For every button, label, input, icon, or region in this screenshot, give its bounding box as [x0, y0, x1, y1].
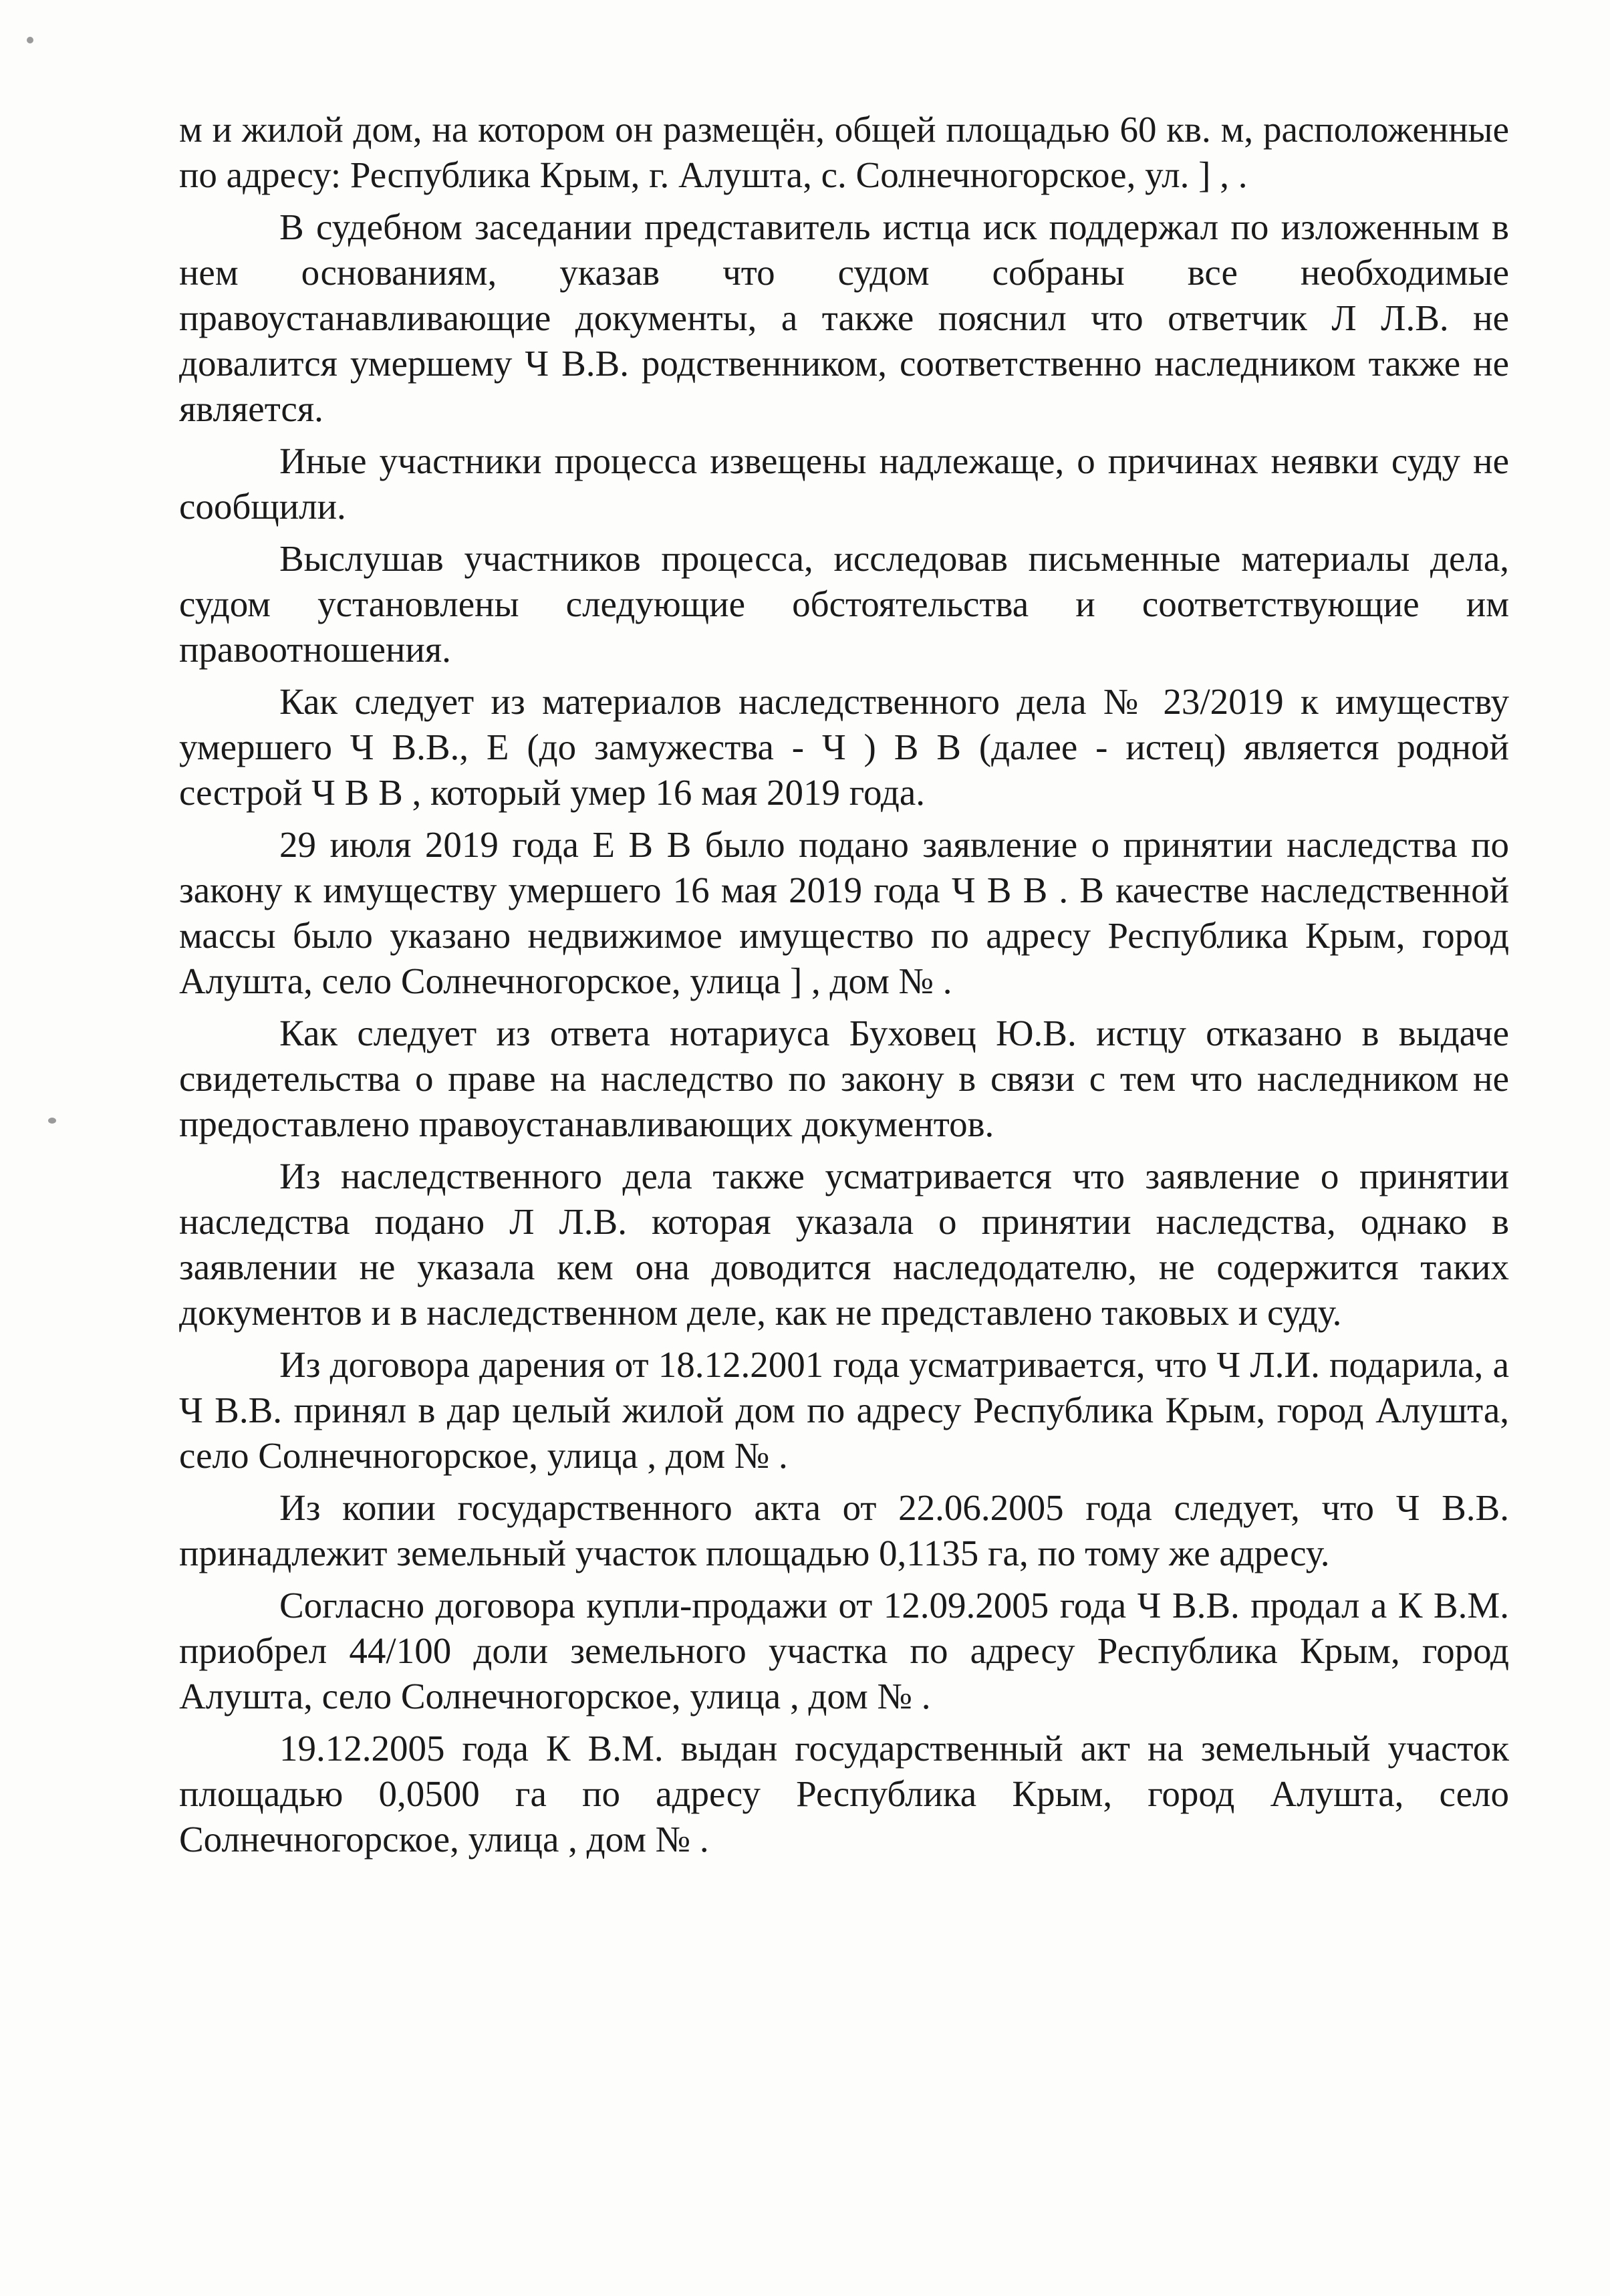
- paragraph: Иные участники процесса извещены надлежаще, о причинах неявки суду не сообщили.: [179, 440, 1509, 527]
- scan-speck: [27, 37, 33, 43]
- paragraph: Из договора дарения от 18.12.2001 года усматривается, что Ч Л.И. подарила, а Ч В.В. принял в дар целый жилой дом по адресу Республика Крым, город Алушта, село Солнечногорское, улица , дом № .: [179, 1344, 1509, 1476]
- paragraph: Из наследственного дела также усматривается что заявление о принятии наследства подано Л Л.В. которая указала о принятии наследства, однако в заявлении не указала кем она доводится наследодателю, не содержится таких документов и в наследственном деле, как не представлено таковых и суду.: [179, 1156, 1509, 1333]
- paragraph: Выслушав участников процесса, исследовав письменные материалы дела, судом установлены следующие обстоятельства и соответствующие им правоотношения.: [179, 538, 1509, 670]
- paragraph: Согласно договора купли-продажи от 12.09.2005 года Ч В.В. продал а К В.М. приобрел 44/100 доли земельного участка по адресу Республика Крым, город Алушта, село Солнечногорское, улица , дом № .: [179, 1585, 1509, 1716]
- paragraph: 29 июля 2019 года Е В В было подано заявление о принятии наследства по закону к имуществу умершего 16 мая 2019 года Ч В В . В качестве наследственной массы было указано недвижимое имущество по адресу Республика Крым, город Алушта, село Солнечногорское, улица ] , дом № .: [179, 824, 1509, 1001]
- paragraph: Из копии государственного акта от 22.06.2005 года следует, что Ч В.В. принадлежит земельный участок площадью 0,1135 га, по тому же адресу.: [179, 1487, 1509, 1573]
- paragraph: В судебном заседании представитель истца иск поддержал по изложенным в нем основаниям, указав что судом собраны все необходимые правоустанавливающие документы, а также пояснил что ответчик Л Л.В. не довалится умершему Ч В.В. родственником, соответственно наследником также не является.: [179, 207, 1509, 429]
- document-body: [179, 107, 1509, 1869]
- paragraph: Как следует из материалов наследственного дела № 23/2019 к имуществу умершего Ч В.В., Е (до замужества - Ч ) В В (далее - истец) является родной сестрой Ч В В , который умер 16 мая 2019 года.: [179, 681, 1509, 813]
- paragraph: Как следует из ответа нотариуса Буховец Ю.В. истцу отказано в выдаче свидетельства о праве на наследство по закону в связи с тем что наследником не предоставлено правоустанавливающих документов.: [179, 1013, 1509, 1144]
- scan-speck: [48, 1118, 56, 1124]
- paragraph: 19.12.2005 года К В.М. выдан государственный акт на земельный участок площадью 0,0500 га по адресу Республика Крым, город Алушта, село Солнечногорское, улица , дом № .: [179, 1728, 1509, 1860]
- paragraph: м и жилой дом, на котором он размещён, общей площадью 60 кв. м, расположенные по адресу: Республика Крым, г. Алушта, с. Солнечногорское, ул. ] , .: [179, 109, 1509, 195]
